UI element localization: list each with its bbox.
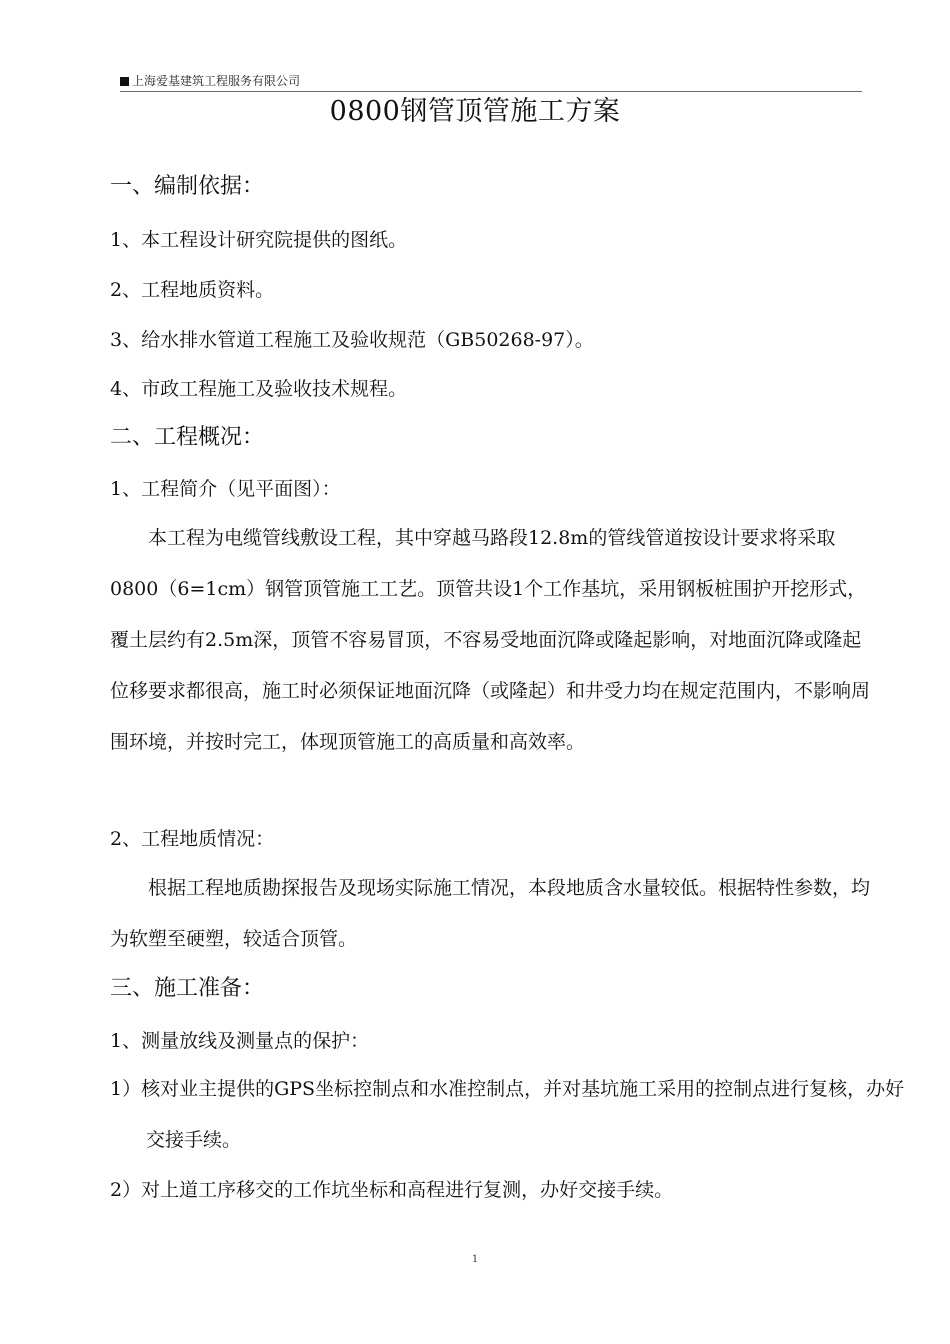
basis-item-2: 2、工程地质资料。 xyxy=(110,279,275,301)
overview-subheading-1: 1、工程简介（见平面图）： xyxy=(110,478,341,500)
section-heading-3: 三、施工准备： xyxy=(110,976,265,1001)
page-number: 1 xyxy=(471,1254,479,1265)
section-heading-2: 二、工程概况： xyxy=(110,425,265,450)
overview-subheading-2: 2、工程地质情况： xyxy=(110,828,275,850)
company-name: 上海爱基建筑工程服务有限公司 xyxy=(132,74,301,88)
overview-paragraph-2 xyxy=(110,863,870,965)
prep-subheading-1: 1、测量放线及测量点的保护： xyxy=(110,1030,370,1052)
document-title: 0800钢管顶管施工方案 xyxy=(329,96,621,127)
prep-item-2: 2）对上道工序移交的工作坑坐标和高程进行复测，办好交接手续。 xyxy=(110,1179,674,1201)
square-bullet-icon xyxy=(120,77,129,86)
page-header xyxy=(120,73,862,92)
basis-item-4: 4、市政工程施工及验收技术规程。 xyxy=(110,378,408,400)
prep-item-1: 1）核对业主提供的GPS坐标控制点和水准控制点，并对基坑施工采用的控制点进行复核，办好交接手续。 xyxy=(110,1078,905,1151)
paragraph-text: 根据工程地质勘探报告及现场实际施工情况，本段地质含水量较低。根据特性参数，均为软塑至硬塑，较适合顶管。 xyxy=(110,877,871,950)
basis-item-1: 1、本工程设计研究院提供的图纸。 xyxy=(110,229,408,251)
overview-paragraph-1 xyxy=(110,513,870,768)
basis-item-3: 3、给水排水管道工程施工及验收规范（GB50268-97）。 xyxy=(110,329,594,351)
paragraph-text: 本工程为电缆管线敷设工程，其中穿越马路段12.8m的管线管道按设计要求将采取0800（6=1cm）钢管顶管施工工艺。顶管共设1个工作基坑，采用钢板桩围护开挖形式，覆土层约有2.5m深，顶管不容易冒顶，不容易受地面沉降或隆起影响，对地面沉降或隆起位移要求都很高，施工时必须保证地面沉降（或隆起）和井受力均在规定范围内，不影响周围环境，并按时完工，体现顶管施工的高质量和高效率。 xyxy=(110,527,871,753)
section-heading-1: 一、编制依据： xyxy=(110,174,265,199)
